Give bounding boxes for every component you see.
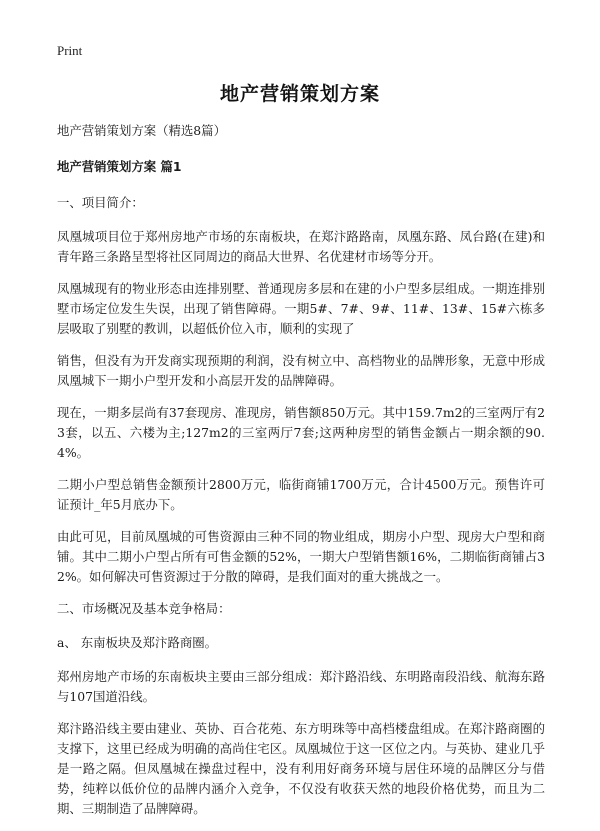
print-link[interactable]: Print	[57, 43, 83, 58]
paragraph-conclusion: 由此可见，目前凤凰城的可售资源由三种不同的物业组成，期房小户型、现房大户型和商铺。其中二期小户型占所有可售金额的52%，一期大户型销售额16%，二期临街商铺占32%。如何解决可售资源过于分散的障碍，是我们面对的重大挑战之一。	[57, 529, 545, 584]
paragraph-inventory: 现在，一期多层尚有37套现房、准现房，销售额850万元。其中159.7m2的三室两厅有23套，以五、六楼为主;127m2的三室两厅7套;这两种房型的销售金额占一期余额的90.4%。	[57, 405, 545, 460]
paragraph-sales-result: 销售，但没有为开发商实现预期的利润，没有树立中、高档物业的品牌形象，无意中形成凤凰城下一期小户型开发和小高层开发的品牌障碍。	[57, 353, 545, 388]
document-title: 地产营销策划方案	[219, 83, 380, 105]
paragraph-zhengbian-road: 郑汴路沿线主要由建业、英协、百合花苑、东方明珠等中高档楼盘组成。在郑汴路商圈的支撑下，这里已经成为明确的高尚住宅区。凤凰城位于这一区位之内。与英协、建业几乎是一路之隔。但凤凰城在操盘过程中，没有利用好商务环境与居住环境的品牌区分与借势，纯粹以低价位的品牌内涵介入竞争，不仅没有收获天然的地段价格优势，而且为二期、三期制造了品牌障碍。	[57, 721, 545, 816]
paragraph-property-forms: 凤凰城现有的物业形态由连排别墅、普通现房多层和在建的小户型多层组成。一期连排别墅市场定位发生失误，出现了销售障碍。一期5#、7#、9#、11#、13#、15#六栋多层吸取了别墅的教训，以超低价位入市，顺利的实现了	[57, 281, 545, 336]
paragraph-phase-two: 二期小户型总销售金额预计2800万元，临街商铺1700万元，合计4500万元。预售许可证预计_年5月底办下。	[57, 477, 545, 512]
section-heading: 地产营销策划方案 篇1	[57, 159, 182, 174]
paragraph-subsection-a: a、 东南板块及郑汴路商圈。	[57, 635, 218, 650]
paragraph-southeast-sector: 郑州房地产市场的东南板块主要由三部分组成：郑汴路沿线、东明路南段沿线、航海东路与107国道沿线。	[57, 669, 545, 704]
paragraph-market-heading: 二、市场概况及基本竞争格局：	[57, 601, 231, 616]
document-subtitle: 地产营销策划方案（精选8篇）	[57, 123, 226, 138]
paragraph-project-intro-heading: 一、项目简介：	[57, 195, 144, 210]
document-body	[57, 121, 545, 831]
paragraph-location: 凤凰城项目位于郑州房地产市场的东南板块，在郑汴路路南，凤凰东路、凤台路(在建)和青年路三条路呈型将社区同周边的商品大世界、名优建材市场等分开。	[57, 229, 545, 264]
